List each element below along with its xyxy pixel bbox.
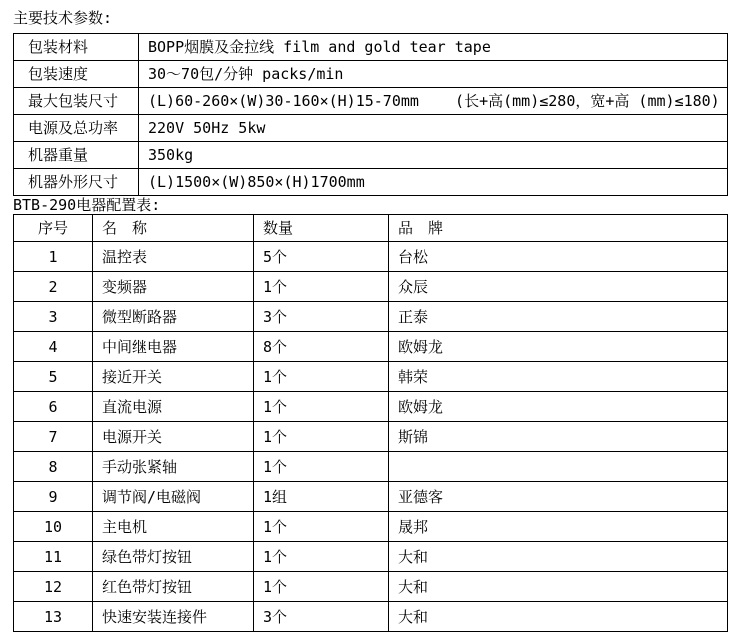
spec-param-value: 30～70包/分钟 packs/min bbox=[139, 61, 728, 88]
config-cell-brand: 台松 bbox=[389, 242, 728, 272]
config-table-row bbox=[14, 602, 728, 632]
spec-table-title: 主要技术参数: bbox=[13, 9, 113, 27]
config-table-row bbox=[14, 482, 728, 512]
config-table-row bbox=[14, 332, 728, 362]
config-cell-brand: 韩荣 bbox=[389, 362, 728, 392]
spec-param-label: 电源及总功率 bbox=[14, 115, 139, 142]
spec-param-label: 包装材料 bbox=[14, 34, 139, 61]
config-table bbox=[13, 214, 728, 632]
config-cell-index: 8 bbox=[14, 452, 93, 482]
spec-table-body bbox=[14, 34, 728, 196]
config-cell-name: 手动张紧轴 bbox=[93, 452, 254, 482]
config-table-row bbox=[14, 272, 728, 302]
config-cell-brand: 欧姆龙 bbox=[389, 332, 728, 362]
config-cell-brand: 众辰 bbox=[389, 272, 728, 302]
spec-param-label: 机器重量 bbox=[14, 142, 139, 169]
config-cell-brand: 欧姆龙 bbox=[389, 392, 728, 422]
config-cell-name: 快速安装连接件 bbox=[93, 602, 254, 632]
config-cell-name: 红色带灯按钮 bbox=[93, 572, 254, 602]
config-cell-qty: 5个 bbox=[254, 242, 389, 272]
config-cell-name: 接近开关 bbox=[93, 362, 254, 392]
config-cell-index: 2 bbox=[14, 272, 93, 302]
config-table-row bbox=[14, 572, 728, 602]
config-cell-qty: 8个 bbox=[254, 332, 389, 362]
config-cell-brand: 亚德客 bbox=[389, 482, 728, 512]
config-cell-qty: 1个 bbox=[254, 542, 389, 572]
config-cell-brand: 大和 bbox=[389, 542, 728, 572]
config-table-row bbox=[14, 302, 728, 332]
config-cell-name: 调节阀/电磁阀 bbox=[93, 482, 254, 512]
spec-param-value: (L)60-260×(W)30-160×(H)15-70mm (长+高(mm)≤280，宽+高 (mm)≤180) bbox=[139, 88, 728, 115]
config-cell-index: 12 bbox=[14, 572, 93, 602]
config-table-row bbox=[14, 362, 728, 392]
spec-param-value: BOPP烟膜及金拉线 film and gold tear tape bbox=[139, 34, 728, 61]
config-cell-name: 中间继电器 bbox=[93, 332, 254, 362]
config-cell-brand: 正泰 bbox=[389, 302, 728, 332]
spec-table bbox=[13, 33, 728, 196]
config-cell-qty: 1个 bbox=[254, 452, 389, 482]
config-cell-brand: 晟邦 bbox=[389, 512, 728, 542]
config-cell-index: 5 bbox=[14, 362, 93, 392]
config-cell-qty: 3个 bbox=[254, 602, 389, 632]
column-header-index: 序号 bbox=[14, 215, 93, 242]
column-header-qty: 数量 bbox=[254, 215, 389, 242]
config-cell-index: 3 bbox=[14, 302, 93, 332]
config-cell-index: 4 bbox=[14, 332, 93, 362]
spec-param-value: 350kg bbox=[139, 142, 728, 169]
config-table-row bbox=[14, 392, 728, 422]
config-cell-name: 主电机 bbox=[93, 512, 254, 542]
config-cell-qty: 1个 bbox=[254, 272, 389, 302]
spec-param-value: 220V 50Hz 5kw bbox=[139, 115, 728, 142]
config-cell-brand: 斯锦 bbox=[389, 422, 728, 452]
config-cell-brand: 大和 bbox=[389, 602, 728, 632]
config-cell-name: 温控表 bbox=[93, 242, 254, 272]
config-cell-index: 11 bbox=[14, 542, 93, 572]
config-cell-qty: 1个 bbox=[254, 422, 389, 452]
config-table-row bbox=[14, 422, 728, 452]
config-cell-qty: 3个 bbox=[254, 302, 389, 332]
config-cell-name: 电源开关 bbox=[93, 422, 254, 452]
spec-table-row bbox=[14, 34, 728, 61]
spec-table-row bbox=[14, 61, 728, 88]
spec-table-row bbox=[14, 142, 728, 169]
config-cell-name: 变频器 bbox=[93, 272, 254, 302]
spec-table-row bbox=[14, 169, 728, 196]
config-table-row bbox=[14, 512, 728, 542]
config-cell-qty: 1个 bbox=[254, 512, 389, 542]
config-cell-index: 6 bbox=[14, 392, 93, 422]
config-table-row bbox=[14, 542, 728, 572]
config-header-row bbox=[14, 215, 728, 242]
config-cell-brand: 大和 bbox=[389, 572, 728, 602]
column-header-brand: 品 牌 bbox=[389, 215, 728, 242]
config-cell-name: 绿色带灯按钮 bbox=[93, 542, 254, 572]
config-table-row bbox=[14, 242, 728, 272]
config-table-title: BTB-290电器配置表: bbox=[13, 196, 161, 214]
config-cell-name: 微型断路器 bbox=[93, 302, 254, 332]
config-cell-index: 9 bbox=[14, 482, 93, 512]
config-cell-index: 10 bbox=[14, 512, 93, 542]
spec-param-label: 最大包装尺寸 bbox=[14, 88, 139, 115]
column-header-name: 名 称 bbox=[93, 215, 254, 242]
config-cell-name: 直流电源 bbox=[93, 392, 254, 422]
config-cell-index: 13 bbox=[14, 602, 93, 632]
spec-table-row bbox=[14, 88, 728, 115]
config-cell-index: 7 bbox=[14, 422, 93, 452]
config-table-row bbox=[14, 452, 728, 482]
config-cell-brand bbox=[389, 452, 728, 482]
config-table-body bbox=[14, 242, 728, 632]
config-cell-index: 1 bbox=[14, 242, 93, 272]
spec-param-value: (L)1500×(W)850×(H)1700mm bbox=[139, 169, 728, 196]
spec-param-label: 机器外形尺寸 bbox=[14, 169, 139, 196]
config-cell-qty: 1个 bbox=[254, 362, 389, 392]
spec-param-label: 包装速度 bbox=[14, 61, 139, 88]
spec-table-row bbox=[14, 115, 728, 142]
config-cell-qty: 1组 bbox=[254, 482, 389, 512]
config-cell-qty: 1个 bbox=[254, 572, 389, 602]
config-cell-qty: 1个 bbox=[254, 392, 389, 422]
